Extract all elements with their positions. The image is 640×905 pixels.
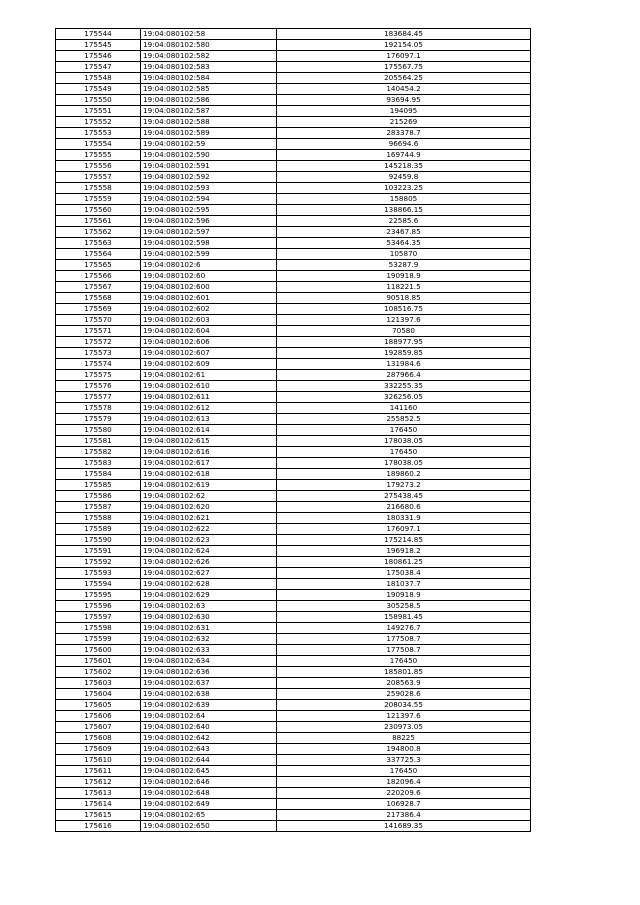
- value-cell: 287966.4: [277, 370, 531, 381]
- row-id-cell: 175554: [56, 139, 141, 150]
- timestamp-cell: 19:04:080102:583: [141, 62, 277, 73]
- row-id-cell: 175573: [56, 348, 141, 359]
- value-cell: 106928.7: [277, 799, 531, 810]
- row-id-cell: 175568: [56, 293, 141, 304]
- row-id-cell: 175549: [56, 84, 141, 95]
- timestamp-cell: 19:04:080102:593: [141, 183, 277, 194]
- row-id-cell: 175575: [56, 370, 141, 381]
- row-id-cell: 175577: [56, 392, 141, 403]
- row-id-cell: 175612: [56, 777, 141, 788]
- value-cell: 188977.95: [277, 337, 531, 348]
- row-id-cell: 175586: [56, 491, 141, 502]
- timestamp-cell: 19:04:080102:6: [141, 260, 277, 271]
- timestamp-cell: 19:04:080102:620: [141, 502, 277, 513]
- row-id-cell: 175592: [56, 557, 141, 568]
- timestamp-cell: 19:04:080102:596: [141, 216, 277, 227]
- table-row: [56, 821, 531, 832]
- value-cell: 259028.6: [277, 689, 531, 700]
- table-row: [56, 777, 531, 788]
- timestamp-cell: 19:04:080102:603: [141, 315, 277, 326]
- table-row: [56, 722, 531, 733]
- value-cell: 145218.35: [277, 161, 531, 172]
- table-row: [56, 678, 531, 689]
- value-cell: 178038.05: [277, 436, 531, 447]
- value-cell: 176450: [277, 447, 531, 458]
- timestamp-cell: 19:04:080102:645: [141, 766, 277, 777]
- row-id-cell: 175578: [56, 403, 141, 414]
- table-row: [56, 62, 531, 73]
- row-id-cell: 175594: [56, 579, 141, 590]
- table-row: [56, 29, 531, 40]
- table-row: [56, 51, 531, 62]
- row-id-cell: 175547: [56, 62, 141, 73]
- value-cell: 185801.85: [277, 667, 531, 678]
- row-id-cell: 175615: [56, 810, 141, 821]
- timestamp-cell: 19:04:080102:588: [141, 117, 277, 128]
- table-row: [56, 337, 531, 348]
- table-row: [56, 667, 531, 678]
- table-row: [56, 645, 531, 656]
- table-row: [56, 447, 531, 458]
- row-id-cell: 175588: [56, 513, 141, 524]
- value-cell: 53464.35: [277, 238, 531, 249]
- row-id-cell: 175606: [56, 711, 141, 722]
- value-cell: 108516.75: [277, 304, 531, 315]
- value-cell: 92459.8: [277, 172, 531, 183]
- timestamp-cell: 19:04:080102:612: [141, 403, 277, 414]
- timestamp-cell: 19:04:080102:624: [141, 546, 277, 557]
- value-cell: 158805: [277, 194, 531, 205]
- timestamp-cell: 19:04:080102:589: [141, 128, 277, 139]
- row-id-cell: 175599: [56, 634, 141, 645]
- table-row: [56, 172, 531, 183]
- value-cell: 176097.1: [277, 524, 531, 535]
- table-row: [56, 601, 531, 612]
- table-row: [56, 700, 531, 711]
- row-id-cell: 175546: [56, 51, 141, 62]
- value-cell: 194800.8: [277, 744, 531, 755]
- timestamp-cell: 19:04:080102:615: [141, 436, 277, 447]
- table-row: [56, 95, 531, 106]
- table-row: [56, 513, 531, 524]
- table-row: [56, 293, 531, 304]
- timestamp-cell: 19:04:080102:646: [141, 777, 277, 788]
- table-row: [56, 766, 531, 777]
- timestamp-cell: 19:04:080102:590: [141, 150, 277, 161]
- table-row: [56, 40, 531, 51]
- table-row: [56, 315, 531, 326]
- row-id-cell: 175563: [56, 238, 141, 249]
- timestamp-cell: 19:04:080102:61: [141, 370, 277, 381]
- value-cell: 208563.9: [277, 678, 531, 689]
- table-row: [56, 348, 531, 359]
- table-row: [56, 656, 531, 667]
- timestamp-cell: 19:04:080102:642: [141, 733, 277, 744]
- value-cell: 88225: [277, 733, 531, 744]
- timestamp-cell: 19:04:080102:599: [141, 249, 277, 260]
- value-cell: 140454.2: [277, 84, 531, 95]
- table-row: [56, 755, 531, 766]
- value-cell: 90518.85: [277, 293, 531, 304]
- value-cell: 177508.7: [277, 634, 531, 645]
- value-cell: 337725.3: [277, 755, 531, 766]
- table-row: [56, 84, 531, 95]
- table-row: [56, 227, 531, 238]
- value-cell: 118221.5: [277, 282, 531, 293]
- timestamp-cell: 19:04:080102:614: [141, 425, 277, 436]
- value-cell: 215269: [277, 117, 531, 128]
- table-row: [56, 183, 531, 194]
- table-row: [56, 161, 531, 172]
- timestamp-cell: 19:04:080102:59: [141, 139, 277, 150]
- value-cell: 176450: [277, 425, 531, 436]
- value-cell: 208034.55: [277, 700, 531, 711]
- table-row: [56, 425, 531, 436]
- value-cell: 192154.05: [277, 40, 531, 51]
- value-cell: 121397.6: [277, 315, 531, 326]
- timestamp-cell: 19:04:080102:623: [141, 535, 277, 546]
- timestamp-cell: 19:04:080102:632: [141, 634, 277, 645]
- table-row: [56, 689, 531, 700]
- row-id-cell: 175576: [56, 381, 141, 392]
- row-id-cell: 175596: [56, 601, 141, 612]
- value-cell: 105870: [277, 249, 531, 260]
- table-row: [56, 271, 531, 282]
- value-cell: 141689.35: [277, 821, 531, 832]
- row-id-cell: 175562: [56, 227, 141, 238]
- timestamp-cell: 19:04:080102:638: [141, 689, 277, 700]
- value-cell: 220209.6: [277, 788, 531, 799]
- value-cell: 23467.85: [277, 227, 531, 238]
- value-cell: 149276.7: [277, 623, 531, 634]
- value-cell: 177508.7: [277, 645, 531, 656]
- timestamp-cell: 19:04:080102:580: [141, 40, 277, 51]
- row-id-cell: 175584: [56, 469, 141, 480]
- timestamp-cell: 19:04:080102:636: [141, 667, 277, 678]
- timestamp-cell: 19:04:080102:65: [141, 810, 277, 821]
- table-row: [56, 557, 531, 568]
- table-row: [56, 612, 531, 623]
- row-id-cell: 175608: [56, 733, 141, 744]
- timestamp-cell: 19:04:080102:597: [141, 227, 277, 238]
- value-cell: 70580: [277, 326, 531, 337]
- table-row: [56, 524, 531, 535]
- row-id-cell: 175604: [56, 689, 141, 700]
- timestamp-cell: 19:04:080102:621: [141, 513, 277, 524]
- row-id-cell: 175570: [56, 315, 141, 326]
- row-id-cell: 175589: [56, 524, 141, 535]
- row-id-cell: 175544: [56, 29, 141, 40]
- table-row: [56, 634, 531, 645]
- table-row: [56, 128, 531, 139]
- timestamp-cell: 19:04:080102:631: [141, 623, 277, 634]
- value-cell: 283378.7: [277, 128, 531, 139]
- timestamp-cell: 19:04:080102:634: [141, 656, 277, 667]
- value-cell: 22585.6: [277, 216, 531, 227]
- value-cell: 255852.5: [277, 414, 531, 425]
- table-row: [56, 480, 531, 491]
- row-id-cell: 175574: [56, 359, 141, 370]
- table-row: [56, 590, 531, 601]
- table-row: [56, 381, 531, 392]
- timestamp-cell: 19:04:080102:62: [141, 491, 277, 502]
- row-id-cell: 175548: [56, 73, 141, 84]
- value-cell: 217386.4: [277, 810, 531, 821]
- table-row: [56, 260, 531, 271]
- row-id-cell: 175613: [56, 788, 141, 799]
- timestamp-cell: 19:04:080102:628: [141, 579, 277, 590]
- row-id-cell: 175571: [56, 326, 141, 337]
- value-cell: 326256.05: [277, 392, 531, 403]
- table-row: [56, 502, 531, 513]
- timestamp-cell: 19:04:080102:60: [141, 271, 277, 282]
- row-id-cell: 175585: [56, 480, 141, 491]
- row-id-cell: 175614: [56, 799, 141, 810]
- value-cell: 182096.4: [277, 777, 531, 788]
- row-id-cell: 175595: [56, 590, 141, 601]
- value-cell: 93694.95: [277, 95, 531, 106]
- value-cell: 181037.7: [277, 579, 531, 590]
- value-cell: 305258.5: [277, 601, 531, 612]
- timestamp-cell: 19:04:080102:591: [141, 161, 277, 172]
- table-row: [56, 139, 531, 150]
- timestamp-cell: 19:04:080102:610: [141, 381, 277, 392]
- value-cell: 216680.6: [277, 502, 531, 513]
- value-cell: 196918.2: [277, 546, 531, 557]
- table-row: [56, 238, 531, 249]
- table-row: [56, 491, 531, 502]
- row-id-cell: 175555: [56, 150, 141, 161]
- value-cell: 190918.9: [277, 271, 531, 282]
- value-cell: 190918.9: [277, 590, 531, 601]
- table-row: [56, 359, 531, 370]
- timestamp-cell: 19:04:080102:622: [141, 524, 277, 535]
- timestamp-cell: 19:04:080102:64: [141, 711, 277, 722]
- table-row: [56, 392, 531, 403]
- timestamp-cell: 19:04:080102:604: [141, 326, 277, 337]
- value-cell: 175214.85: [277, 535, 531, 546]
- row-id-cell: 175567: [56, 282, 141, 293]
- timestamp-cell: 19:04:080102:626: [141, 557, 277, 568]
- timestamp-cell: 19:04:080102:619: [141, 480, 277, 491]
- row-id-cell: 175552: [56, 117, 141, 128]
- timestamp-cell: 19:04:080102:601: [141, 293, 277, 304]
- timestamp-cell: 19:04:080102:613: [141, 414, 277, 425]
- value-cell: 205564.25: [277, 73, 531, 84]
- timestamp-cell: 19:04:080102:595: [141, 205, 277, 216]
- timestamp-cell: 19:04:080102:649: [141, 799, 277, 810]
- timestamp-cell: 19:04:080102:627: [141, 568, 277, 579]
- timestamp-cell: 19:04:080102:648: [141, 788, 277, 799]
- row-id-cell: 175559: [56, 194, 141, 205]
- timestamp-cell: 19:04:080102:637: [141, 678, 277, 689]
- table-row: [56, 568, 531, 579]
- row-id-cell: 175551: [56, 106, 141, 117]
- data-table: [55, 28, 531, 832]
- timestamp-cell: 19:04:080102:643: [141, 744, 277, 755]
- table-row: [56, 73, 531, 84]
- table-body: [56, 29, 531, 832]
- row-id-cell: 175605: [56, 700, 141, 711]
- row-id-cell: 175566: [56, 271, 141, 282]
- row-id-cell: 175580: [56, 425, 141, 436]
- timestamp-cell: 19:04:080102:629: [141, 590, 277, 601]
- row-id-cell: 175598: [56, 623, 141, 634]
- table-row: [56, 535, 531, 546]
- value-cell: 138866.15: [277, 205, 531, 216]
- value-cell: 175567.75: [277, 62, 531, 73]
- value-cell: 189860.2: [277, 469, 531, 480]
- row-id-cell: 175602: [56, 667, 141, 678]
- value-cell: 176450: [277, 656, 531, 667]
- value-cell: 180861.25: [277, 557, 531, 568]
- timestamp-cell: 19:04:080102:630: [141, 612, 277, 623]
- table-row: [56, 546, 531, 557]
- table-row: [56, 799, 531, 810]
- value-cell: 230973.05: [277, 722, 531, 733]
- table-row: [56, 205, 531, 216]
- row-id-cell: 175590: [56, 535, 141, 546]
- row-id-cell: 175560: [56, 205, 141, 216]
- row-id-cell: 175565: [56, 260, 141, 271]
- row-id-cell: 175564: [56, 249, 141, 260]
- table-row: [56, 469, 531, 480]
- timestamp-cell: 19:04:080102:602: [141, 304, 277, 315]
- value-cell: 96694.6: [277, 139, 531, 150]
- table-row: [56, 403, 531, 414]
- row-id-cell: 175587: [56, 502, 141, 513]
- timestamp-cell: 19:04:080102:58: [141, 29, 277, 40]
- table-row: [56, 106, 531, 117]
- row-id-cell: 175557: [56, 172, 141, 183]
- timestamp-cell: 19:04:080102:584: [141, 73, 277, 84]
- timestamp-cell: 19:04:080102:611: [141, 392, 277, 403]
- row-id-cell: 175597: [56, 612, 141, 623]
- value-cell: 141160: [277, 403, 531, 414]
- table-row: [56, 194, 531, 205]
- table-row: [56, 282, 531, 293]
- timestamp-cell: 19:04:080102:606: [141, 337, 277, 348]
- timestamp-cell: 19:04:080102:600: [141, 282, 277, 293]
- value-cell: 131984.6: [277, 359, 531, 370]
- row-id-cell: 175581: [56, 436, 141, 447]
- timestamp-cell: 19:04:080102:585: [141, 84, 277, 95]
- value-cell: 158981.45: [277, 612, 531, 623]
- value-cell: 332255.35: [277, 381, 531, 392]
- timestamp-cell: 19:04:080102:616: [141, 447, 277, 458]
- table-row: [56, 117, 531, 128]
- row-id-cell: 175553: [56, 128, 141, 139]
- table-row: [56, 733, 531, 744]
- timestamp-cell: 19:04:080102:607: [141, 348, 277, 359]
- row-id-cell: 175600: [56, 645, 141, 656]
- table-row: [56, 810, 531, 821]
- row-id-cell: 175601: [56, 656, 141, 667]
- value-cell: 194095: [277, 106, 531, 117]
- table-row: [56, 711, 531, 722]
- timestamp-cell: 19:04:080102:650: [141, 821, 277, 832]
- timestamp-cell: 19:04:080102:594: [141, 194, 277, 205]
- table-row: [56, 304, 531, 315]
- row-id-cell: 175556: [56, 161, 141, 172]
- timestamp-cell: 19:04:080102:644: [141, 755, 277, 766]
- value-cell: 180331.9: [277, 513, 531, 524]
- row-id-cell: 175593: [56, 568, 141, 579]
- value-cell: 192859.85: [277, 348, 531, 359]
- row-id-cell: 175572: [56, 337, 141, 348]
- row-id-cell: 175610: [56, 755, 141, 766]
- timestamp-cell: 19:04:080102:618: [141, 469, 277, 480]
- timestamp-cell: 19:04:080102:63: [141, 601, 277, 612]
- row-id-cell: 175611: [56, 766, 141, 777]
- timestamp-cell: 19:04:080102:598: [141, 238, 277, 249]
- row-id-cell: 175582: [56, 447, 141, 458]
- row-id-cell: 175558: [56, 183, 141, 194]
- row-id-cell: 175616: [56, 821, 141, 832]
- value-cell: 179273.2: [277, 480, 531, 491]
- value-cell: 176450: [277, 766, 531, 777]
- row-id-cell: 175561: [56, 216, 141, 227]
- value-cell: 175038.4: [277, 568, 531, 579]
- table-row: [56, 249, 531, 260]
- row-id-cell: 175603: [56, 678, 141, 689]
- timestamp-cell: 19:04:080102:586: [141, 95, 277, 106]
- table-row: [56, 150, 531, 161]
- timestamp-cell: 19:04:080102:609: [141, 359, 277, 370]
- row-id-cell: 175545: [56, 40, 141, 51]
- timestamp-cell: 19:04:080102:633: [141, 645, 277, 656]
- timestamp-cell: 19:04:080102:587: [141, 106, 277, 117]
- value-cell: 169744.9: [277, 150, 531, 161]
- row-id-cell: 175591: [56, 546, 141, 557]
- row-id-cell: 175609: [56, 744, 141, 755]
- timestamp-cell: 19:04:080102:639: [141, 700, 277, 711]
- table-row: [56, 436, 531, 447]
- table-row: [56, 623, 531, 634]
- value-cell: 121397.6: [277, 711, 531, 722]
- table-row: [56, 414, 531, 425]
- value-cell: 176097.1: [277, 51, 531, 62]
- timestamp-cell: 19:04:080102:640: [141, 722, 277, 733]
- value-cell: 178038.05: [277, 458, 531, 469]
- table-row: [56, 216, 531, 227]
- table-row: [56, 326, 531, 337]
- row-id-cell: 175607: [56, 722, 141, 733]
- table-row: [56, 458, 531, 469]
- table-row: [56, 370, 531, 381]
- row-id-cell: 175579: [56, 414, 141, 425]
- value-cell: 275438.45: [277, 491, 531, 502]
- row-id-cell: 175550: [56, 95, 141, 106]
- timestamp-cell: 19:04:080102:582: [141, 51, 277, 62]
- value-cell: 103223.25: [277, 183, 531, 194]
- value-cell: 53287.9: [277, 260, 531, 271]
- row-id-cell: 175583: [56, 458, 141, 469]
- row-id-cell: 175569: [56, 304, 141, 315]
- value-cell: 183684.45: [277, 29, 531, 40]
- table-row: [56, 579, 531, 590]
- table-row: [56, 788, 531, 799]
- timestamp-cell: 19:04:080102:617: [141, 458, 277, 469]
- table-row: [56, 744, 531, 755]
- timestamp-cell: 19:04:080102:592: [141, 172, 277, 183]
